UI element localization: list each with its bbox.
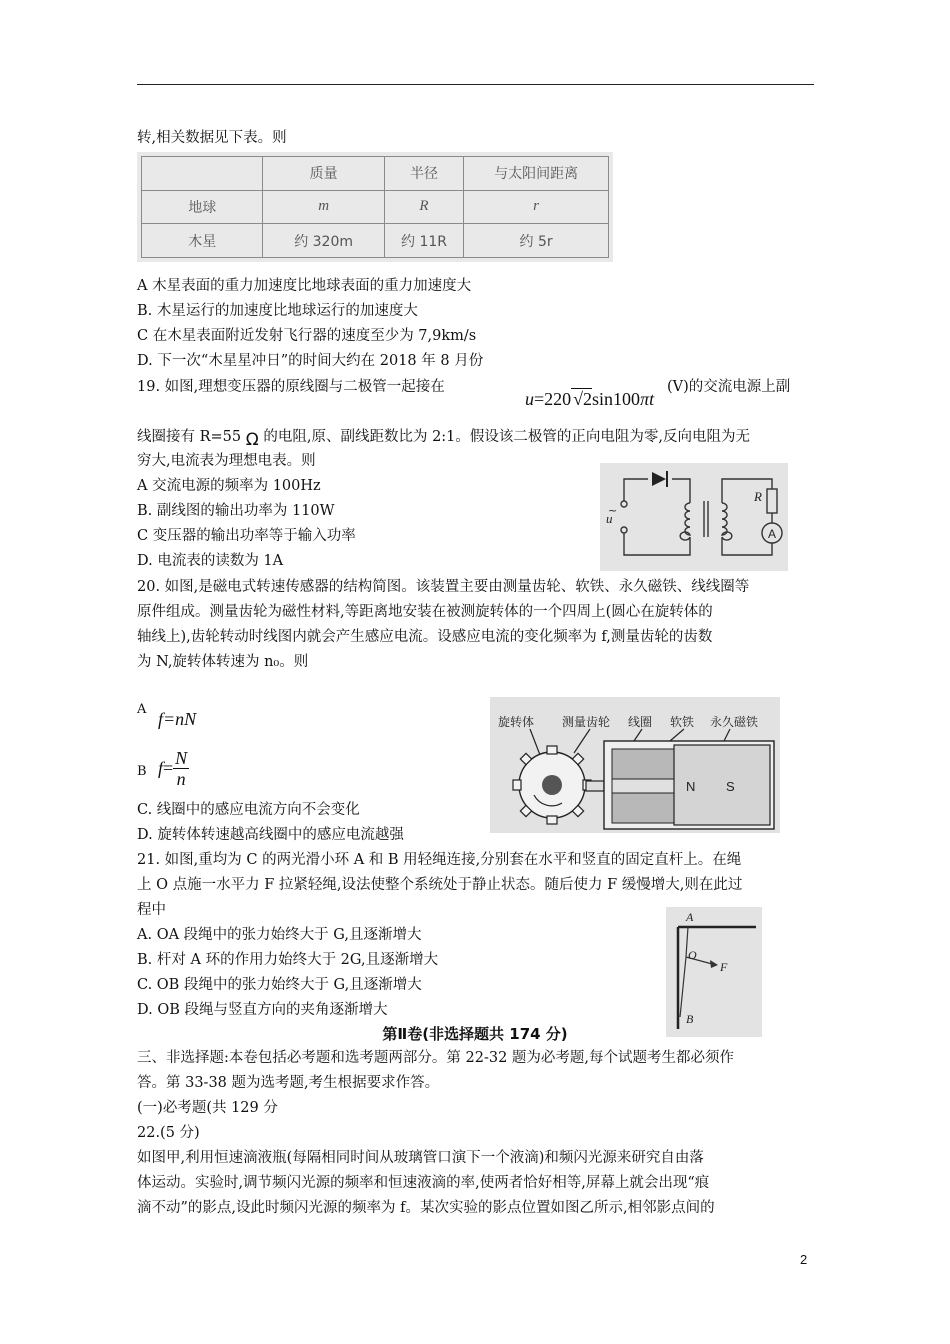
- speed-sensor-figure: [490, 697, 780, 833]
- part3-line6: 体运动。实验时,调节频闪光源的频率和恒速液滴的率,使两者恰好相等,屏幕上就会出现“痕: [137, 1175, 710, 1191]
- eq-fraction: [173, 748, 189, 789]
- q21-option-c: C. OB 段绳中的张力始终大于 G,且逐渐增大: [137, 977, 422, 993]
- soft-iron-core: [612, 779, 674, 793]
- table-cell: 约 5r: [464, 224, 609, 258]
- ohm-symbol: Ω: [245, 430, 259, 450]
- q20-option-d: D. 旋转体转速越高线圈中的感应电流越强: [137, 827, 404, 843]
- ac-tilde-icon: ~: [608, 504, 618, 517]
- q19-line2-rest: 的电阻,原、副线距数比为 2:1。假设该二极管的正向电阻为零,反向电阻为无: [263, 429, 751, 445]
- rods-figure: [666, 907, 762, 1037]
- q20-line1: 20. 如图,是磁电式转速传感器的结构简图。该装置主要由测量齿轮、软铁、永久磁铁、线线圈等: [137, 579, 750, 595]
- q21-line3: 程中: [137, 902, 166, 918]
- part3-line1: 三、非选择题:本卷包括必考题和选考题两部分。第 22-32 题为必考题,每个试题考生都必须作: [137, 1050, 735, 1066]
- ammeter-label: A: [768, 527, 777, 541]
- pole-s-label: S: [726, 779, 735, 794]
- table-cell: r: [464, 190, 609, 224]
- eq-root: 2: [583, 389, 593, 409]
- q21-option-d: D. OB 段绳与竖直方向的夹角逐渐增大: [137, 1002, 388, 1018]
- table-cell: m: [263, 190, 384, 224]
- part3-line7: 滴不动”的影点,设此时频闪光源的频率为 f。某次实验的影点位置如图乙所示,相邻影点间的: [137, 1200, 715, 1216]
- q20-option-a-equation: [158, 709, 196, 730]
- q18-option-a: A 木星表面的重力加速度比地球表面的重力加速度大: [137, 278, 472, 294]
- page-number: 2: [800, 1252, 808, 1267]
- q19-option-c: C 变压器的输出功率等于输入功率: [137, 528, 356, 544]
- table-header-cell: 与太阳间距离: [464, 157, 609, 191]
- q20-line2: 原件组成。测量齿轮为磁性材料,等距离地安装在被测旋转体的一个四周上(圆心在旋转体的: [137, 604, 713, 620]
- table-header-cell: 半径: [384, 157, 463, 191]
- table-row: [142, 190, 609, 224]
- table-cell: 木星: [142, 224, 263, 258]
- label-rotator: 旋转体: [498, 715, 535, 729]
- coil-top: [612, 749, 674, 779]
- eq-numerator: N: [175, 748, 188, 768]
- q20-option-b-letter: B: [137, 764, 147, 779]
- table-cell: R: [384, 190, 463, 224]
- q20-line4: 为 N,旋转体转速为 n₀。则: [137, 654, 309, 670]
- q21-option-b: B. 杆对 A 环的作用力始终大于 2G,且逐渐增大: [137, 952, 439, 968]
- q18-option-d: D. 下一次“木星星冲日”的时间大约在 2018 年 8 月份: [137, 353, 484, 369]
- label-f: F: [720, 960, 728, 974]
- gear-icon: [513, 746, 591, 824]
- coil-bottom: [612, 793, 674, 823]
- eq-denominator: n: [176, 769, 186, 789]
- table-header-cell: 质量: [263, 157, 384, 191]
- label-o: O: [688, 948, 697, 962]
- q19-stem-unit: (V)的交流电源上副: [667, 379, 791, 395]
- eq-sin: sin100: [592, 389, 641, 409]
- eq-sqrt: √2: [573, 389, 593, 409]
- gear-tooth: [547, 816, 557, 824]
- part3-line2: 答。第 33-38 题为选考题,考生根据要求作答。: [137, 1075, 440, 1091]
- q21-line2: 上 O 点施一水平力 F 拉紧轻绳,设法使整个系统处于静止状态。随后使力 F 缓慢增大,则在此过: [137, 877, 743, 893]
- eq-f: f: [158, 709, 164, 729]
- planet-table: [141, 156, 609, 258]
- table-header-cell: [142, 157, 263, 191]
- label-magnet: 永久磁铁: [710, 715, 759, 729]
- q20-option-c: C. 线圈中的感应电流方向不会变化: [137, 802, 360, 818]
- q19-line2: [137, 426, 751, 450]
- section-title: 第Ⅱ卷(非选择题共 174 分): [382, 1025, 568, 1043]
- q20-line3: 轴线上),齿轮转动时线图内就会产生感应电流。设感应电流的变化频率为 f,测量齿轮的齿数: [137, 629, 713, 645]
- label-soft-iron: 软铁: [670, 715, 695, 729]
- part3-line5: 如图甲,利用恒速滴液瓶(每隔相同时间从玻璃管口演下一个液滴)和频闪光源来研究自由落: [137, 1150, 704, 1166]
- q18-option-c: C 在木星表面附近发射飞行器的速度至少为 7,9km/s: [137, 328, 477, 344]
- soft-iron-rod: [586, 781, 604, 791]
- q19-stem-start: 19. 如图,理想变压器的原线圈与二极管一起接在: [137, 379, 445, 395]
- label-b: B: [686, 1012, 694, 1026]
- eq-nn: =nN: [163, 709, 197, 729]
- gear-axle: [542, 775, 562, 795]
- eq-pi-t: πt: [640, 389, 655, 409]
- table-cell: 约 320m: [263, 224, 384, 258]
- planet-data-table: [137, 152, 613, 262]
- eq-equals: =220: [534, 389, 572, 409]
- q19-voltage-equation: [525, 388, 654, 410]
- table-row: [142, 224, 609, 258]
- q21-line1: 21. 如图,重均为 C 的两光滑小环 A 和 B 用轻绳连接,分别套在水平和竖直的固定直杆上。在绳: [137, 852, 742, 868]
- gear-tooth: [547, 746, 557, 754]
- u-label: u: [606, 511, 613, 526]
- part3-line4: 22.(5 分): [137, 1125, 200, 1141]
- part3-line3: (一)必考题(共 129 分: [137, 1100, 278, 1116]
- q19-line2-start: 线圈接有 R=55: [137, 429, 242, 445]
- gear-tooth: [513, 780, 521, 790]
- q18-intro-line: 转,相关数据见下表。则: [137, 130, 287, 146]
- q20-option-b-equation: [158, 748, 189, 789]
- label-a: A: [686, 910, 694, 924]
- transformer-circuit-figure: [600, 463, 788, 571]
- eq-u: u: [525, 389, 534, 409]
- q19-option-a: A 交流电源的频率为 100Hz: [137, 478, 321, 494]
- r-label: R: [754, 489, 762, 504]
- q20-option-a-letter: A: [137, 702, 147, 717]
- q19-line3: 穷大,电流表为理想电表。则: [137, 453, 316, 469]
- table-header-row: [142, 157, 609, 191]
- q19-option-b: B. 副线图的输出功率为 110W: [137, 503, 335, 519]
- pole-n-label: N: [686, 779, 696, 794]
- table-cell: 约 11R: [384, 224, 463, 258]
- q19-option-d: D. 电流表的读数为 1A: [137, 553, 284, 569]
- label-coil: 线圈: [628, 715, 653, 729]
- header-rule: [137, 84, 814, 85]
- eq-f: f: [158, 758, 164, 778]
- q21-option-a: A. OA 段绳中的张力始终大于 G,且逐渐增大: [137, 927, 422, 943]
- q18-option-b: B. 木星运行的加速度比地球运行的加速度大: [137, 303, 418, 319]
- eq-equals: =: [163, 758, 174, 778]
- label-gear: 测量齿轮: [562, 715, 611, 729]
- table-cell: 地球: [142, 190, 263, 224]
